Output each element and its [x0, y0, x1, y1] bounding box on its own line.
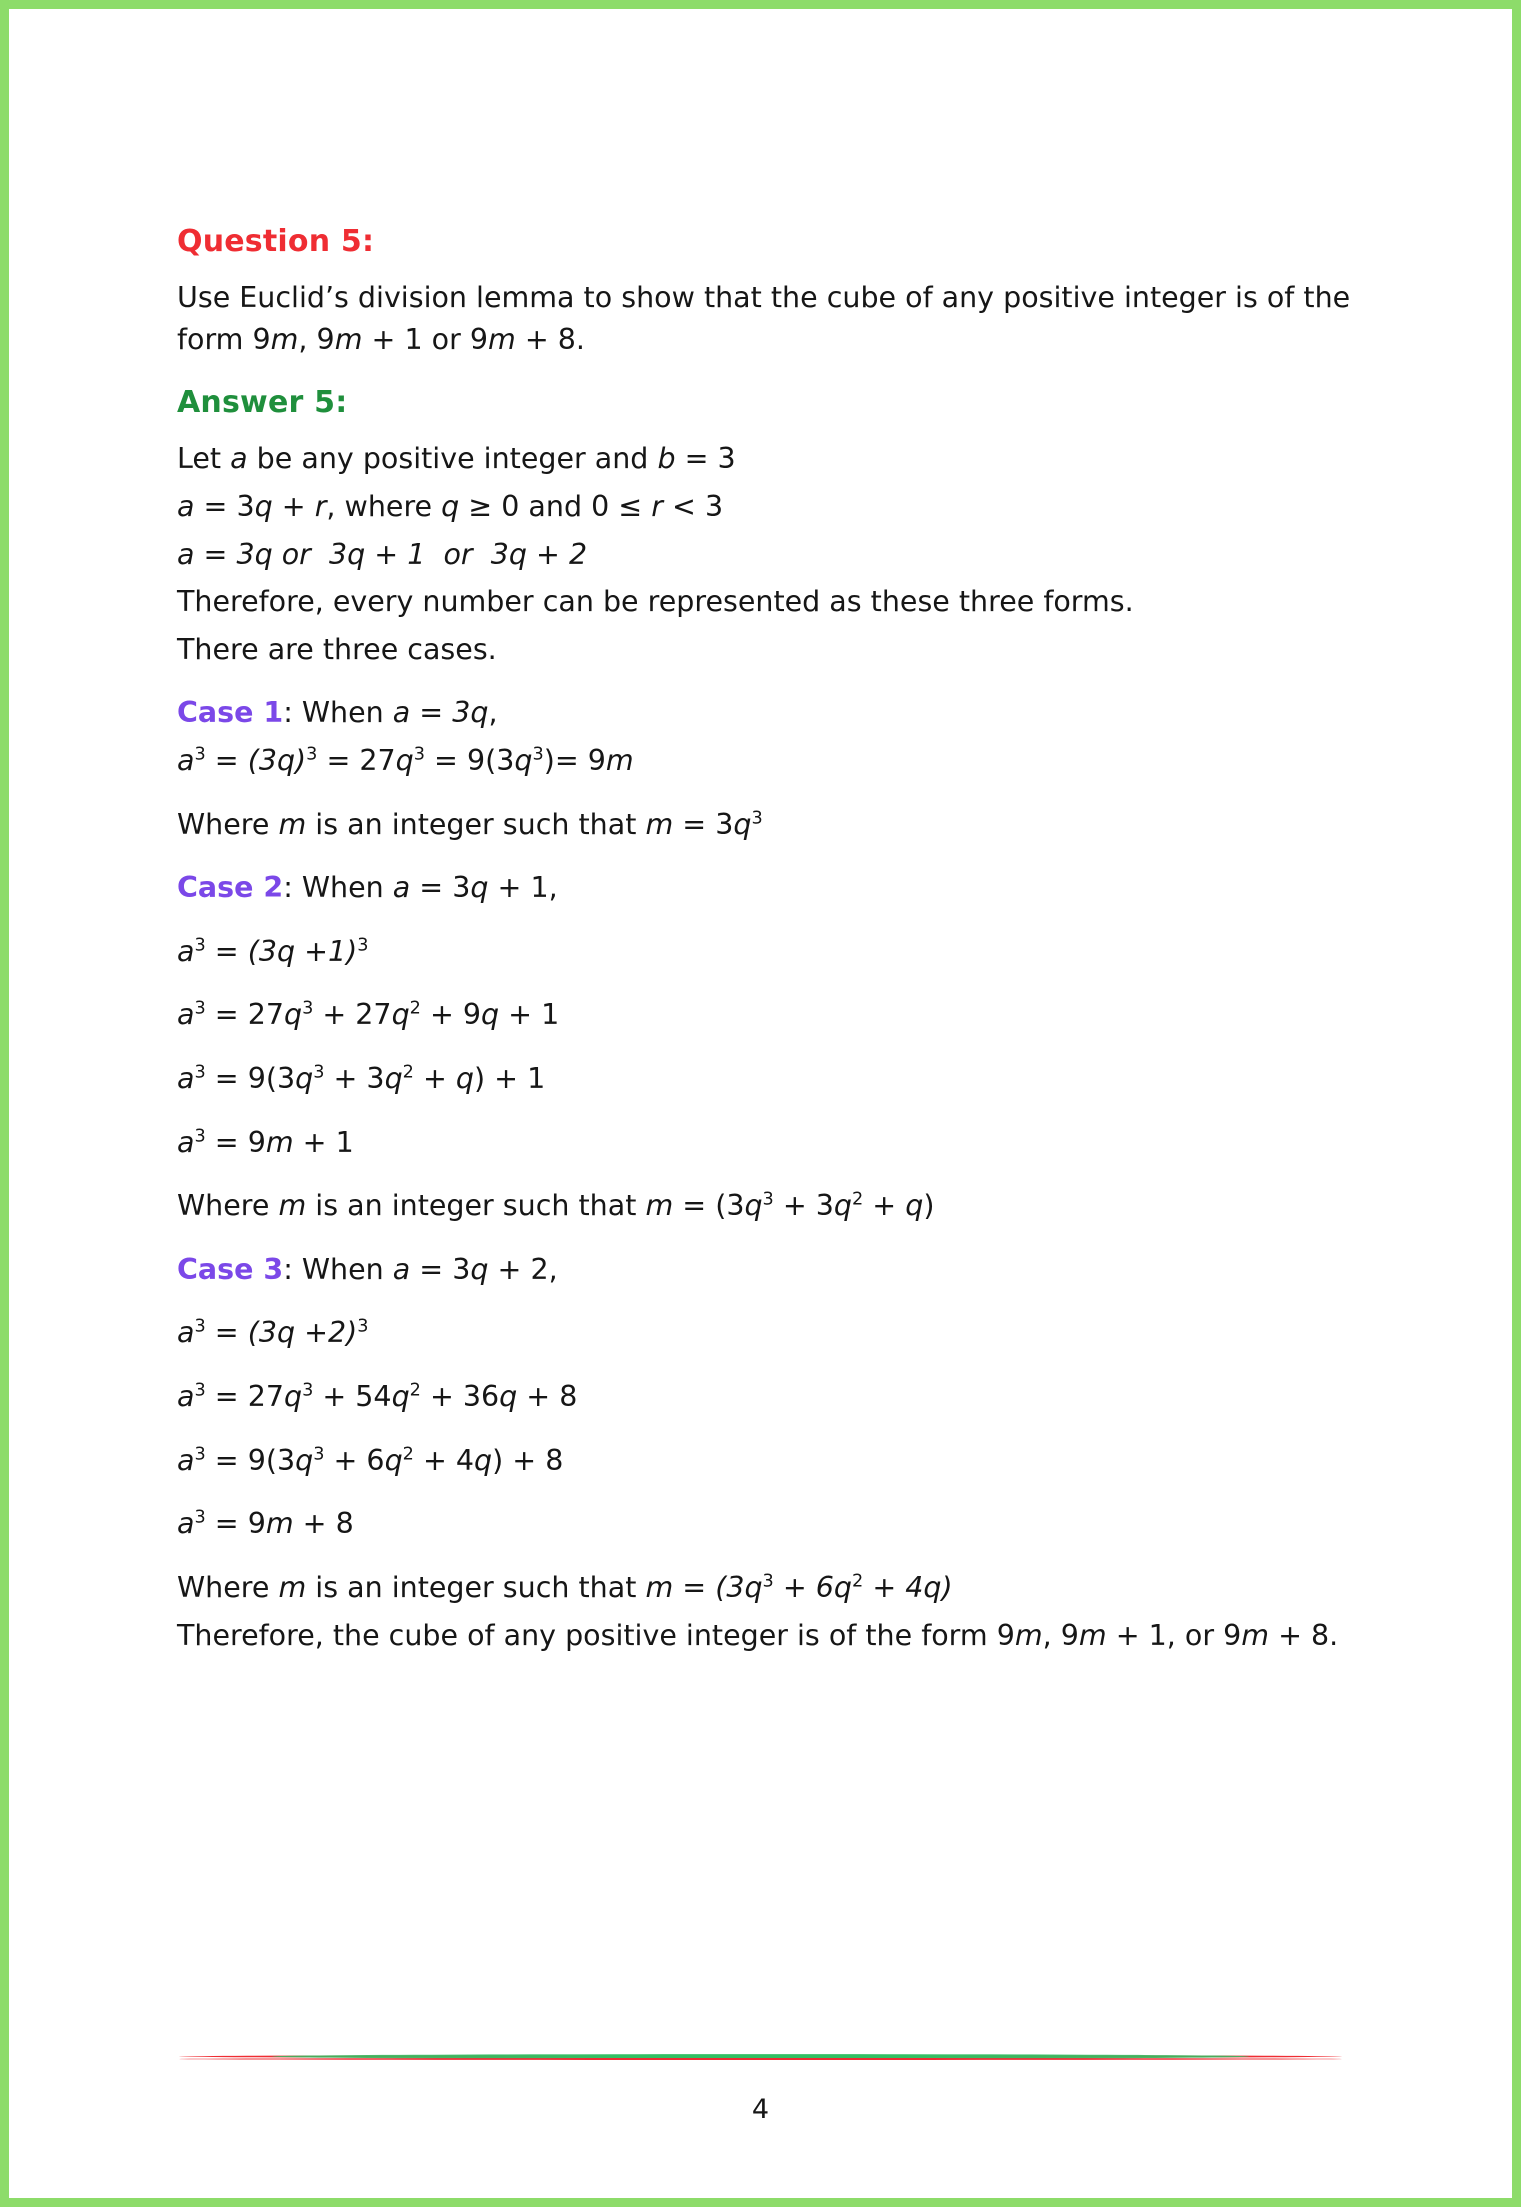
case-1-heading [177, 692, 1367, 734]
case-2-step-2: $a^3 = 27q^3 + 27q^2 + 9q + 1$ [177, 998, 560, 1032]
case-2-step-3: $a^3 = 9(3q^3 + 3q^2 + q) + 1$ [177, 1062, 546, 1096]
footer-divider [179, 2052, 1342, 2062]
answer-line-2: a = 3q + r, where q ≥ 0 and 0 ≤ r < 3 [177, 489, 724, 523]
case-3-step-3: $a^3 = 9(3q^3 + 6q^2 + 4q) + 8$ [177, 1443, 564, 1477]
case-1-step-1: $a^3 = (3q)^3 = 27q^3 = 9(3q^3)= 9m$ [177, 744, 634, 777]
case-2-step-5: Where m is an integer such that $m = (3q^3 + 3q^2 + q)$ [177, 1189, 935, 1223]
conclusion-text: Therefore, the cube of any positive integer is of the form 9m, 9m + 1, or 9m + 8. [177, 1618, 1339, 1652]
case-3-step-5: Where m is an integer such that $m = (3q^3 + 6q^2 + 4q)$ [177, 1570, 953, 1604]
case-2-step-4: $a^3 = 9m + 1$ [177, 1125, 354, 1159]
answer-line-4: Therefore, every number can be represented as these three forms. [177, 585, 1134, 619]
case-2-step-1: $a^3 = (3q +1)^3$ [177, 934, 369, 968]
page-canvas [9, 9, 1512, 2198]
case-2-label: Case 2 [177, 871, 284, 905]
case-3-step-4: $a^3 = 9m + 8$ [177, 1507, 354, 1541]
case-1-step-2: Where m is an integer such that $m = 3q^3$ [177, 807, 763, 841]
case-1-label: Case 1 [177, 696, 284, 730]
case-2-heading-rest: : When a = 3q + 1, [283, 871, 558, 905]
page-number: 4 [751, 2094, 770, 2125]
answer-line-3: a = 3q or 3q + 1 or 3q + 2 [177, 537, 588, 571]
case-1-heading-rest: : When a = 3q, [283, 696, 498, 730]
answer-line-5: There are three cases. [177, 632, 497, 666]
answer-line-1: Let a be any positive integer and b = 3 [177, 442, 736, 476]
question-text: Use Euclid’s division lemma to show that the cube of any positive integer is of the form 9m, 9m + 1 or 9m + 8. [177, 281, 1351, 357]
answer-heading: Answer 5: [177, 385, 348, 421]
case-3-heading [177, 1249, 1367, 1291]
divider-bar-red [179, 2058, 1342, 2060]
question-heading: Question 5: [177, 224, 375, 259]
case-2-heading [177, 867, 1367, 909]
case-3-step-2: $a^3 = 27q^3 + 54q^2 + 36q + 8$ [177, 1380, 578, 1414]
case-3-step-1: $a^3 = (3q +2)^3$ [177, 1316, 369, 1350]
case-3-label: Case 3 [177, 1252, 284, 1286]
page-content [177, 224, 1367, 1673]
case-3-heading-rest: : When a = 3q + 2, [283, 1252, 558, 1286]
